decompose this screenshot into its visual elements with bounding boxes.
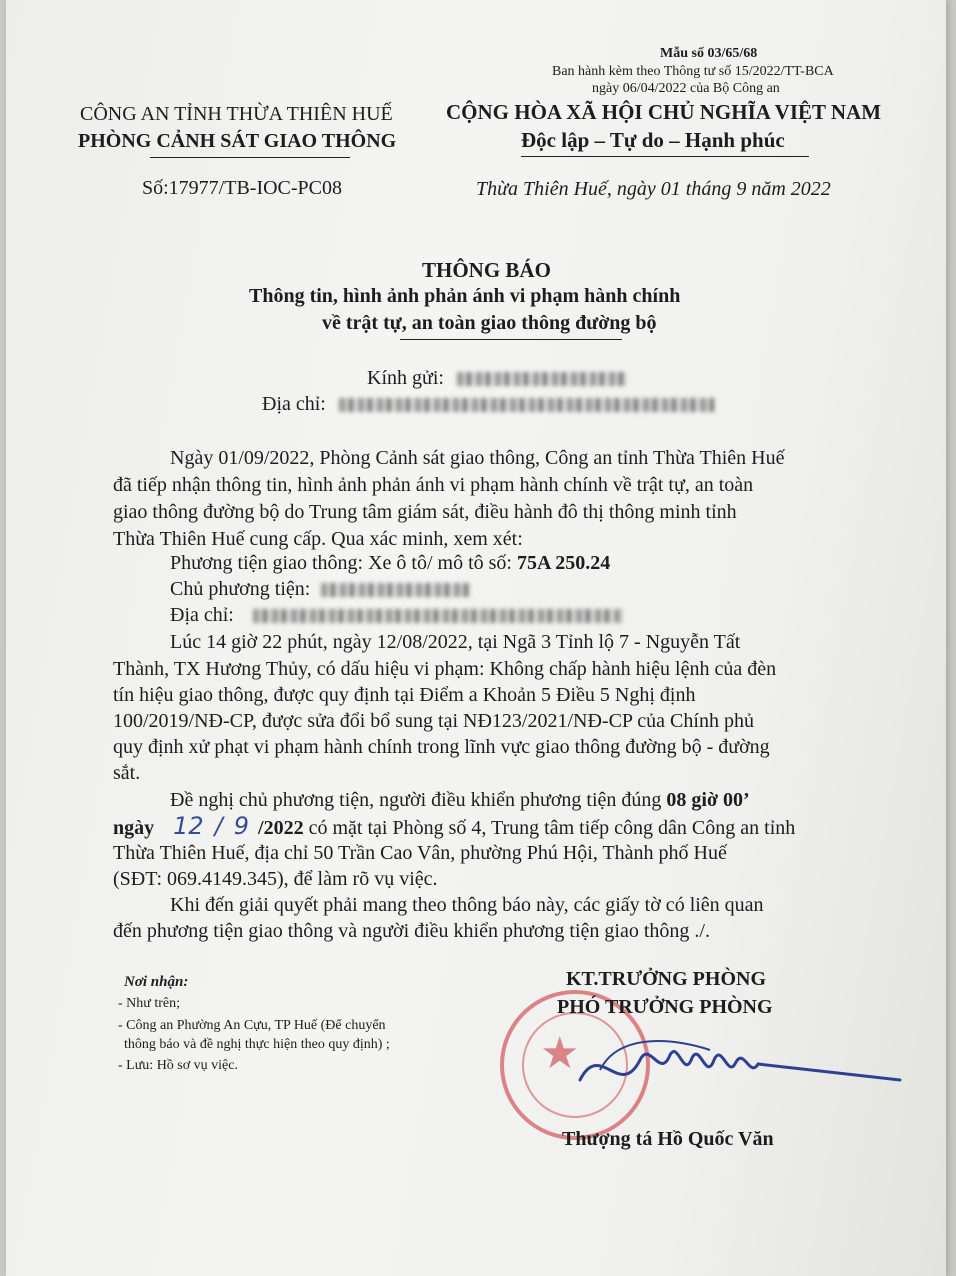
redacted-recipient xyxy=(457,372,627,386)
body-line: Lúc 14 giờ 22 phút, ngày 12/08/2022, tại Ngã 3 Tỉnh lộ 7 - Nguyễn Tất xyxy=(170,631,741,653)
recipient-item: - Lưu: Hồ sơ vụ việc. xyxy=(118,1058,238,1073)
owner-label: Chủ phương tiện: xyxy=(170,578,311,600)
notice-subtitle-2: về trật tự, an toàn giao thông đường bộ xyxy=(322,312,657,334)
body-line: sắt. xyxy=(113,762,141,784)
signature-stroke xyxy=(580,1052,900,1080)
appointment-text: Đề nghị chủ phương tiện, người điều khiển phương tiện đúng xyxy=(170,789,667,811)
place-date: Thừa Thiên Huế, ngày 01 tháng 9 năm 2022 xyxy=(476,178,831,200)
body-line: 100/2019/NĐ-CP, được sửa đổi bổ sung tại NĐ123/2021/NĐ-CP của Chính phủ xyxy=(113,710,754,732)
body-line: giao thông đường bộ do Trung tâm giám sát, điều hành đô thị thông minh tỉnh xyxy=(113,501,737,523)
date-label: ngày xyxy=(113,817,155,839)
body-line: đến phương tiện giao thông và người điều khiển phương tiện giao thông ./. xyxy=(113,920,710,942)
handwritten-signature xyxy=(560,1020,910,1110)
signature-title-2: PHÓ TRƯỞNG PHÒNG xyxy=(557,996,773,1018)
owner-address-label: Địa chỉ: xyxy=(170,604,234,626)
recipient-label: Kính gửi: xyxy=(367,367,444,389)
department-underline xyxy=(150,157,350,158)
appointment-time: 08 giờ 00’ xyxy=(666,789,750,811)
body-line xyxy=(170,787,750,814)
appointment-place: có mặt tại Phòng số 4, Trung tâm tiếp công dân Công an tỉnh xyxy=(303,817,796,839)
body-line: Ngày 01/09/2022, Phòng Cảnh sát giao thông, Công an tỉnh Thừa Thiên Huế xyxy=(170,447,785,469)
body-line: Thành, TX Hương Thủy, có dấu hiệu vi phạm: Không chấp hành hiệu lệnh của đèn xyxy=(113,658,777,680)
handwritten-slash: / xyxy=(214,812,223,840)
issued-with-line-2: ngày 06/04/2022 của Bộ Công an xyxy=(592,81,780,96)
handwritten-day: 12 xyxy=(173,812,204,840)
document-number: Số:17977/TB-IOC-PC08 xyxy=(142,177,343,199)
recipient-address-label: Địa chỉ: xyxy=(262,393,326,415)
body-line: Khi đến giải quyết phải mang theo thông báo này, các giấy tờ có liên quan xyxy=(170,894,764,916)
recipient-address-row xyxy=(262,393,714,416)
body-line: quy định xử phạt vi phạm hành chính trong lĩnh vực giao thông đường bộ - đường xyxy=(113,736,770,758)
motto-underline xyxy=(521,156,809,157)
recipient-item: - Như trên; xyxy=(118,996,181,1011)
handwritten-month: 9 xyxy=(233,812,250,840)
seal-star-icon: ★ xyxy=(540,1028,580,1079)
appointment-date-row xyxy=(113,813,795,842)
recipient-item-cont: thông báo và đề nghị thực hiện theo quy định) ; xyxy=(124,1037,390,1052)
issued-with-line-1: Ban hành kèm theo Thông tư số 15/2022/TT-BCA xyxy=(552,64,834,79)
department-name: PHÒNG CẢNH SÁT GIAO THÔNG xyxy=(78,130,397,152)
nation-title: CỘNG HÒA XÃ HỘI CHỦ NGHĨA VIỆT NAM xyxy=(446,100,882,124)
body-line: Thừa Thiên Huế, địa chỉ 50 Trần Cao Vân, phường Phú Hội, Thành phố Huế xyxy=(113,842,727,864)
body-line: Thừa Thiên Huế cung cấp. Qua xác minh, xem xét: xyxy=(113,528,523,550)
redacted-owner xyxy=(321,583,471,597)
recipients-label: Nơi nhận: xyxy=(124,974,189,990)
signature-title-1: KT.TRƯỞNG PHÒNG xyxy=(566,968,766,990)
signer-name: Thượng tá Hồ Quốc Văn xyxy=(562,1128,774,1150)
body-line: tín hiệu giao thông, được quy định tại Điểm a Khoản 5 Điều 5 Nghị định xyxy=(113,684,696,706)
owner-address-row xyxy=(170,602,623,629)
notice-title: THÔNG BÁO xyxy=(422,258,551,282)
form-number: Mẫu số 03/65/68 xyxy=(660,46,758,61)
owner-row xyxy=(170,576,471,603)
nation-motto: Độc lập – Tự do – Hạnh phúc xyxy=(521,128,785,152)
redacted-recipient-address xyxy=(339,398,714,412)
vehicle-row xyxy=(170,550,610,577)
recipient-row xyxy=(367,367,627,390)
appointment-year: /2022 xyxy=(258,817,304,839)
vehicle-plate: 75A 250.24 xyxy=(516,552,611,574)
body-line: đã tiếp nhận thông tin, hình ảnh phản ánh vi phạm hành chính về trật tự, an toàn xyxy=(113,474,754,496)
notice-subtitle-1: Thông tin, hình ảnh phản ánh vi phạm hành chính xyxy=(249,285,681,307)
recipient-item: - Công an Phường An Cựu, TP Huế (Để chuyển xyxy=(118,1018,386,1033)
agency-name: CÔNG AN TỈNH THỪA THIÊN HUẾ xyxy=(80,103,393,125)
title-underline xyxy=(400,339,622,340)
vehicle-label: Phương tiện giao thông: Xe ô tô/ mô tô số: xyxy=(170,552,517,574)
body-line: (SĐT: 069.4149.345), để làm rõ vụ việc. xyxy=(113,868,438,890)
redacted-owner-address xyxy=(253,609,623,623)
